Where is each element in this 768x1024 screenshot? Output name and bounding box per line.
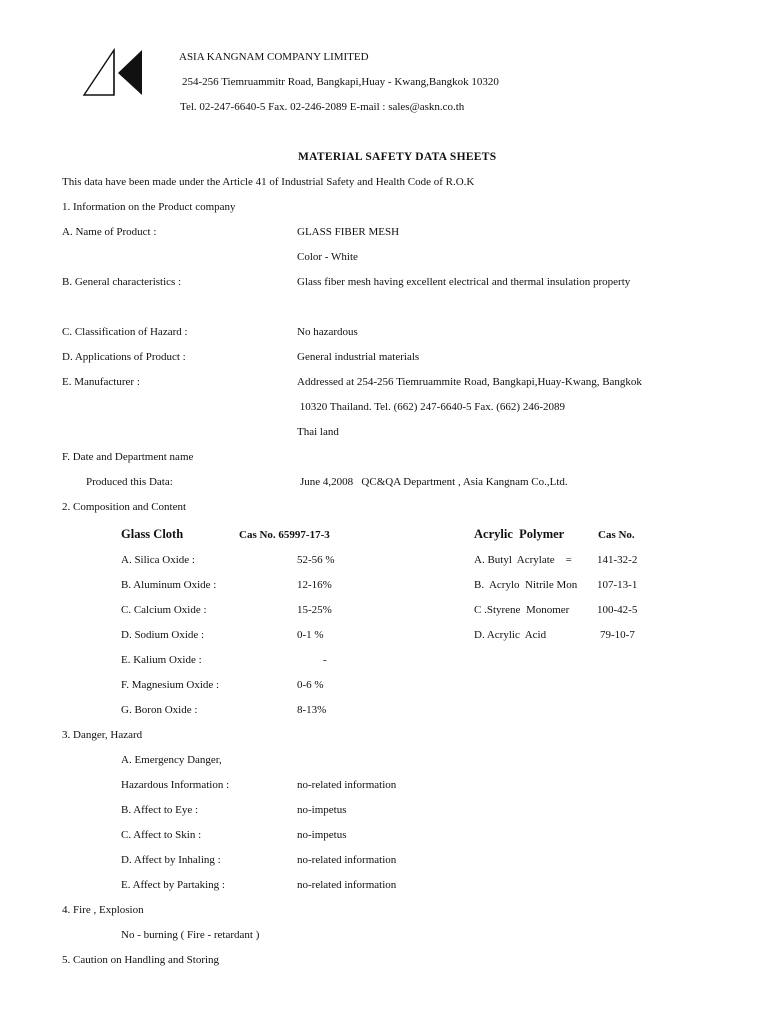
intro-text: This data have been made under the Article 41 of Industrial Safety and Health Code of R.O.K — [62, 176, 475, 188]
company-logo-icon — [82, 48, 144, 98]
product-name-label: A. Name of Product : — [62, 226, 157, 238]
company-contact: Tel. 02-247-6640-5 Fax. 02-246-2089 E-mail : sales@askn.co.th — [180, 101, 465, 113]
composition-label: D. Sodium Oxide : — [121, 629, 205, 641]
company-name: ASIA KANGNAM COMPANY LIMITED — [179, 51, 369, 63]
acrylic-value: 141-32-2 — [597, 554, 638, 566]
acrylic-label: A. Butyl Acrylate = — [474, 554, 572, 566]
section5-heading: 5. Caution on Handling and Storing — [62, 954, 220, 966]
composition-label: A. Silica Oxide : — [121, 554, 195, 566]
composition-label: G. Boron Oxide : — [121, 704, 198, 716]
emergency-danger-label: A. Emergency Danger, — [121, 754, 222, 766]
section2-heading: 2. Composition and Content — [62, 501, 187, 513]
acrylic-value: 79-10-7 — [600, 629, 635, 641]
hazard-value: no-related information — [297, 779, 397, 791]
composition-value: 15-25% — [297, 604, 332, 616]
composition-value: 0-1 % — [297, 629, 324, 641]
hazard-class-label: C. Classification of Hazard : — [62, 326, 188, 338]
acrylic-label: C .Styrene Monomer — [474, 604, 570, 616]
section3-heading: 3. Danger, Hazard — [62, 729, 143, 741]
composition-value: 8-13% — [297, 704, 327, 716]
company-address: 254-256 Tiemruammitr Road, Bangkapi,Huay - Kwang,Bangkok 10320 — [182, 76, 499, 88]
composition-value: 0-6 % — [297, 679, 324, 691]
fire-value: No - burning ( Fire - retardant ) — [121, 929, 260, 941]
product-name-value: GLASS FIBER MESH — [297, 226, 400, 238]
section4-heading: 4. Fire , Explosion — [62, 904, 144, 916]
applications-value: General industrial materials — [297, 351, 420, 363]
hazard-value: no-related information — [297, 854, 397, 866]
page-title: MATERIAL SAFETY DATA SHEETS — [298, 151, 497, 163]
acrylic-label: B. Acrylo Nitrile Mon — [474, 579, 578, 591]
hazard-label: C. Affect to Skin : — [121, 829, 202, 841]
composition-label: F. Magnesium Oxide : — [121, 679, 220, 691]
characteristics-value: Glass fiber mesh having excellent electrical and thermal insulation property — [297, 276, 631, 288]
composition-label: E. Kalium Oxide : — [121, 654, 202, 666]
glass-cloth-title: Glass Cloth — [121, 527, 184, 541]
hazard-label: D. Affect by Inhaling : — [121, 854, 221, 866]
hazard-label: E. Affect by Partaking : — [121, 879, 225, 891]
manufacturer-address-1: Addressed at 254-256 Tiemruammite Road, Bangkapi,Huay-Kwang, Bangkok — [297, 376, 642, 388]
composition-value: 52-56 % — [297, 554, 335, 566]
manufacturer-address-2: 10320 Thailand. Tel. (662) 247-6640-5 Fax. (662) 246-2089 — [297, 401, 565, 413]
glass-cloth-cas: Cas No. 65997-17-3 — [239, 529, 330, 541]
hazard-label: B. Affect to Eye : — [121, 804, 199, 816]
produced-value: June 4,2008 QC&QA Department , Asia Kangnam Co.,Ltd. — [300, 476, 568, 488]
acrylic-polymer-cas: Cas No. — [598, 529, 635, 541]
composition-value: - — [323, 654, 327, 666]
hazard-label: Hazardous Information : — [121, 779, 230, 791]
manufacturer-label: E. Manufacturer : — [62, 376, 140, 388]
acrylic-value: 100-42-5 — [597, 604, 638, 616]
hazard-value: no-impetus — [297, 804, 347, 816]
composition-value: 12-16% — [297, 579, 332, 591]
hazard-class-value: No hazardous — [297, 326, 358, 338]
date-department-label: F. Date and Department name — [62, 451, 194, 463]
applications-label: D. Applications of Product : — [62, 351, 186, 363]
composition-label: B. Aluminum Oxide : — [121, 579, 217, 591]
hazard-value: no-impetus — [297, 829, 347, 841]
acrylic-label: D. Acrylic Acid — [474, 629, 547, 641]
composition-label: C. Calcium Oxide : — [121, 604, 207, 616]
acrylic-polymer-title: Acrylic Polymer — [474, 527, 565, 541]
acrylic-value: 107-13-1 — [597, 579, 638, 591]
hazard-value: no-related information — [297, 879, 397, 891]
manufacturer-country: Thai land — [297, 426, 339, 438]
produced-label: Produced this Data: — [86, 476, 173, 488]
product-color-value: Color - White — [297, 251, 358, 263]
characteristics-label: B. General characteristics : — [62, 276, 182, 288]
section1-heading: 1. Information on the Product company — [62, 201, 236, 213]
